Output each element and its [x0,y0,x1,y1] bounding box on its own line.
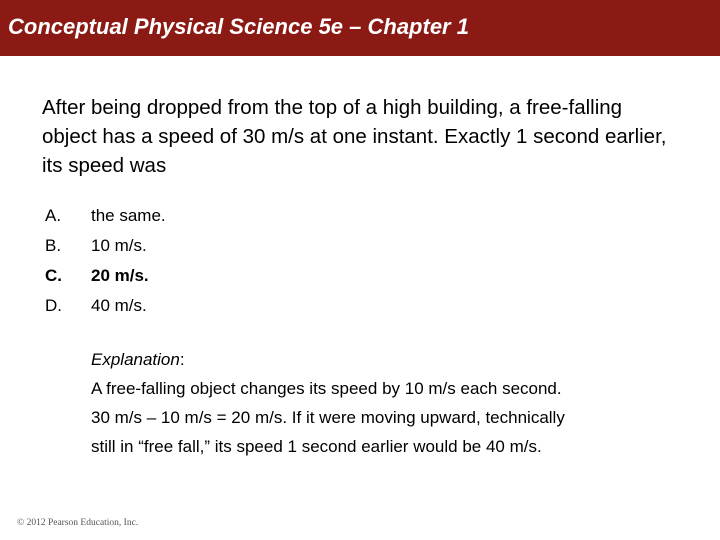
choice-d [45,291,166,321]
explanation-line: A free-falling object changes its speed by 10 m/s each second. [91,379,562,398]
choice-text: 20 m/s. [91,266,149,285]
slide-title: Conceptual Physical Science 5e – Chapter 1 [8,14,469,39]
choice-text: 10 m/s. [91,236,147,255]
choice-b [45,231,166,261]
header-bar [0,0,720,56]
copyright-footer: © 2012 Pearson Education, Inc. [17,518,139,528]
choice-text: 40 m/s. [91,296,147,315]
explanation-colon: : [179,350,185,369]
choice-text: the same. [91,206,166,225]
choice-letter: C. [45,266,62,285]
question-text: After being dropped from the top of a high building, a free-falling object has a speed of 30 m/s at one instant. Exactly 1 second earlier, its speed was [42,96,667,177]
explanation-line: 30 m/s – 10 m/s = 20 m/s. If it were moving upward, technically [91,408,565,427]
choice-letter: A. [45,206,62,225]
choice-letter: B. [45,236,62,255]
choice-letter: D. [45,296,62,315]
explanation-heading: Explanation [91,350,180,369]
choice-c-correct [45,261,166,291]
explanation-block [91,345,691,461]
answer-choices [45,201,166,321]
choice-a [45,201,166,231]
explanation-heading-line [91,345,691,374]
explanation-line: still in “free fall,” its speed 1 second earlier would be 40 m/s. [91,437,542,456]
